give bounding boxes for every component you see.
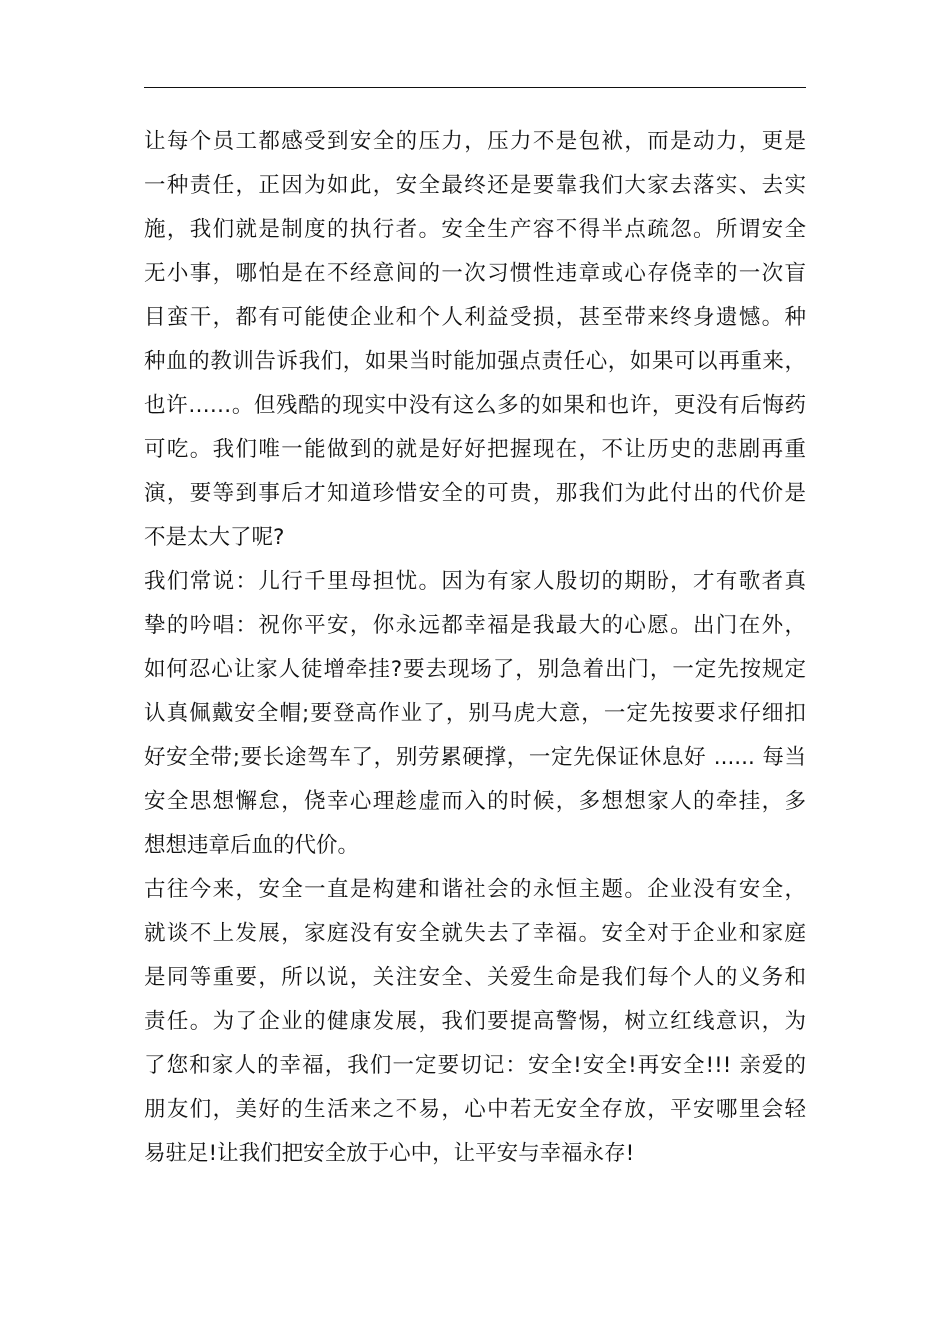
paragraph-2-line-2: 挚的吟唱：祝你平安，你永远都幸福是我最大的心愿。出门在外， (144, 613, 806, 638)
paragraph-1-line-9: 演，要等到事后才知道珍惜安全的可贵，那我们为此付出的代价是 (144, 481, 806, 506)
paragraph-1-line-3: 施，我们就是制度的执行者。安全生产容不得半点疏忽。所谓安全 (144, 217, 806, 242)
paragraph-3-line-3: 是同等重要，所以说，关注安全、关爱生命是我们每个人的义务和 (144, 965, 806, 990)
paragraph-1-line-2: 一种责任，正因为如此，安全最终还是要靠我们大家去落实、去实 (144, 173, 806, 198)
paragraph-1-line-8: 可吃。我们唯一能做到的就是好好把握现在，不让历史的悲剧再重 (144, 437, 806, 462)
paragraph-1-line-1: 让每个员工都感受到安全的压力，压力不是包袱，而是动力，更是 (144, 129, 806, 154)
paragraph-3-line-2: 就谈不上发展，家庭没有安全就失去了幸福。安全对于企业和家庭 (144, 921, 806, 946)
paragraph-3-line-5: 了您和家人的幸福，我们一定要切记：安全!安全!再安全!!! 亲爱的 (144, 1053, 806, 1078)
paragraph-3-line-6: 朋友们，美好的生活来之不易，心中若无安全存放，平安哪里会轻 (144, 1097, 806, 1122)
paragraph-2-line-1: 我们常说：儿行千里母担忧。因为有家人殷切的期盼，才有歌者真 (144, 569, 806, 594)
header-rule (144, 87, 806, 88)
body-text (144, 120, 806, 1176)
paragraph-2-line-4: 认真佩戴安全帽;要登高作业了，别马虎大意，一定先按要求仔细扣 (144, 701, 806, 726)
paragraph-3-line-7: 易驻足!让我们把安全放于心中，让平安与幸福永存! (144, 1141, 635, 1166)
paragraph-3-line-1: 古往今来，安全一直是构建和谐社会的永恒主题。企业没有安全， (144, 877, 806, 902)
paragraph-3-line-4: 责任。为了企业的健康发展，我们要提高警惕，树立红线意识，为 (144, 1009, 806, 1034)
paragraph-2-line-6: 安全思想懈怠，侥幸心理趁虚而入的时候，多想想家人的牵挂，多 (144, 789, 806, 814)
paragraph-2-line-3: 如何忍心让家人徒增牵挂?要去现场了，别急着出门，一定先按规定 (144, 657, 806, 682)
paragraph-1-line-5: 目蛮干，都有可能使企业和个人利益受损，甚至带来终身遗憾。种 (144, 305, 806, 330)
paragraph-1-line-6: 种血的教训告诉我们，如果当时能加强点责任心，如果可以再重来， (144, 349, 806, 374)
paragraph-1-line-10: 不是太大了呢? (144, 525, 285, 550)
paragraph-2-line-7: 想想违章后血的代价。 (144, 833, 360, 858)
paragraph-1-line-4: 无小事，哪怕是在不经意间的一次习惯性违章或心存侥幸的一次盲 (144, 261, 806, 286)
paragraph-2-line-5: 好安全带;要长途驾车了，别劳累硬撑，一定先保证休息好 ...... 每当 (144, 745, 806, 770)
paragraph-1-line-7: 也许……。但残酷的现实中没有这么多的如果和也许，更没有后悔药 (144, 393, 806, 418)
